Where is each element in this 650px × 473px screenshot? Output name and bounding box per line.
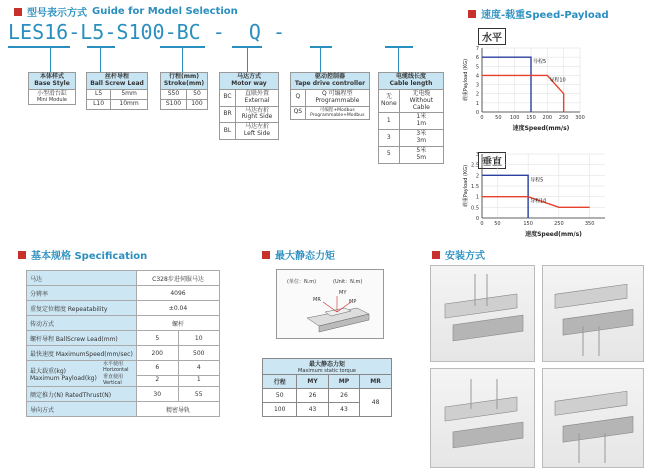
connector-line xyxy=(100,48,101,72)
series-label: 导程10 xyxy=(530,198,547,205)
spec-value: ±0.04 xyxy=(137,301,220,316)
spec-value: 30 xyxy=(137,387,179,402)
y-tick-label: 2 xyxy=(475,173,479,180)
y-tick-label: 0.5 xyxy=(471,205,479,212)
install-diagram-icon xyxy=(543,266,645,363)
base-value: 小型滑台缸 Mini Module xyxy=(29,89,76,105)
spec-value: 5 xyxy=(137,331,179,346)
y-axis-label: 载重Payload (KG) xyxy=(463,58,469,102)
connector-line xyxy=(247,48,248,72)
spec-value: 500 xyxy=(178,346,220,361)
payload-values: 6 2 xyxy=(137,361,179,387)
install-image-4 xyxy=(542,368,644,468)
spec-table xyxy=(26,270,220,417)
section-marker-icon xyxy=(262,251,270,259)
spec-label: 传动方式 xyxy=(27,316,137,331)
model-part-stroke: S100 xyxy=(116,20,165,44)
moment-title-text: 最大静态力矩 xyxy=(275,251,335,262)
moment-mr-value: 48 xyxy=(360,389,392,417)
spec-value: 55 xyxy=(178,387,220,402)
payload-label-cell xyxy=(27,361,137,387)
install-title-text: 安装方式 xyxy=(445,251,485,262)
spec-label: Maximum Payload(kg) xyxy=(30,374,97,382)
model-dash: - xyxy=(68,20,81,44)
install-diagram-icon xyxy=(431,369,536,469)
section-marker-icon xyxy=(432,251,440,259)
x-tick-label: 150 xyxy=(523,221,533,227)
spec-label: 分辨率 xyxy=(27,286,137,301)
install-image-3 xyxy=(430,368,535,468)
model-part-drive: Q xyxy=(248,20,261,44)
spec-value: C328步进伺服马达 xyxy=(137,271,220,286)
y-tick-label: 2.5 xyxy=(471,162,479,169)
drive-value: Q 可编程型 Programmable xyxy=(305,89,369,106)
cable-value: 1米 1m xyxy=(399,113,443,130)
lead-code: L5 xyxy=(87,89,111,99)
base-style-table xyxy=(28,72,76,105)
horizontal-label: 水平 xyxy=(478,28,506,45)
cable-value: 无电缆 Without Cable xyxy=(399,89,443,113)
section-marker-icon xyxy=(18,251,26,259)
model-code xyxy=(8,20,285,44)
spec-value: 4096 xyxy=(137,286,220,301)
cable-code: 1 xyxy=(379,113,400,130)
y-tick-label: 3 xyxy=(475,82,479,89)
spec-sublabel: 垂直使用 Vertical xyxy=(103,374,124,386)
underline xyxy=(385,46,413,48)
drive-table xyxy=(290,72,370,120)
guide-title xyxy=(14,4,238,19)
x-tick-label: 350 xyxy=(584,221,595,227)
motor-code: BL xyxy=(220,123,236,140)
motor-code: BR xyxy=(220,106,236,123)
spec-label: 额定推力(N) RatedThrust(N) xyxy=(27,387,137,402)
section-marker-icon xyxy=(468,10,476,18)
x-tick-label: 50 xyxy=(495,115,502,121)
x-tick-label: 200 xyxy=(542,115,553,121)
section-marker-icon xyxy=(14,8,22,16)
motor-code: BC xyxy=(220,89,236,106)
vertical-label: 垂直 xyxy=(478,152,506,169)
cable-code: 3 xyxy=(379,130,400,147)
series-label: 导程10 xyxy=(549,77,566,84)
spec-value: 螺杆 xyxy=(137,316,220,331)
y-tick-label: 2 xyxy=(475,91,479,98)
moment-table-header: 最大静态力矩 Maximum static torque xyxy=(263,359,392,375)
series-label: 导程5 xyxy=(530,177,544,184)
install-diagram-icon xyxy=(543,369,645,469)
model-dash: - xyxy=(212,20,225,44)
underline xyxy=(87,46,115,48)
stroke-code: S50 xyxy=(161,89,187,99)
payload-values: 4 1 xyxy=(178,361,220,387)
cable-code: 无 None xyxy=(379,89,400,113)
install-image-2 xyxy=(542,265,644,362)
spec-title xyxy=(18,247,147,262)
stroke-code: S100 xyxy=(161,99,187,109)
cable-code: 5 xyxy=(379,147,400,164)
x-tick-label: 250 xyxy=(554,221,564,227)
lead-table xyxy=(86,72,148,110)
drive-code: QS xyxy=(291,106,306,119)
stroke-table xyxy=(160,72,208,110)
spec-label: 重复定位精度 Repeatability xyxy=(27,301,137,316)
lead-value: 10mm xyxy=(111,99,148,109)
install-image-1 xyxy=(430,265,535,362)
drive-header: 驱动控制器 Tape drive controller xyxy=(291,73,370,90)
model-part-motor: BC xyxy=(176,20,201,44)
y-tick-label: 1 xyxy=(475,194,479,201)
model-dash: - xyxy=(164,20,177,44)
y-axis-label: 载重Payload (KG) xyxy=(463,164,469,208)
moment-diagram: (单位：N.m) (Unit：N.m) MR MY MP xyxy=(276,269,384,339)
x-tick-label: 0 xyxy=(480,115,484,121)
underline xyxy=(310,46,332,48)
stroke-header: 行程(mm) Stroke(mm) xyxy=(161,73,208,90)
y-tick-label: 0 xyxy=(475,216,479,222)
moment-table: 最大静态力矩 Maximum static torque 行程 MY MP MR 50 26 26 48 100 43 43 xyxy=(262,358,392,417)
x-tick-label: 50 xyxy=(494,221,501,227)
x-tick-label: 250 xyxy=(558,115,569,121)
motor-table xyxy=(219,72,279,140)
model-part-base: LES16 xyxy=(8,20,69,44)
x-tick-label: 0 xyxy=(480,221,484,227)
lead-header: 丝杆导程 Ball Screw Lead xyxy=(87,73,148,90)
series-label: 导程5 xyxy=(533,59,547,66)
y-tick-label: 7 xyxy=(475,46,479,52)
model-part-lead: L5 xyxy=(80,20,105,44)
connector-line xyxy=(398,48,399,72)
connector-line xyxy=(50,48,51,72)
y-tick-label: 1.5 xyxy=(471,184,479,190)
y-tick-label: 1 xyxy=(475,100,479,107)
spec-label: 导向方式 xyxy=(27,402,137,417)
moment-title xyxy=(262,247,335,262)
spec-value: 精密导轨 xyxy=(137,402,220,417)
motor-header: 马达方式 Motor way xyxy=(220,73,279,90)
x-axis-label: 速度Speed(mm/s) xyxy=(512,125,570,132)
connector-line xyxy=(320,48,321,72)
spec-label: 最快速度 MaximumSpeed(mm/sec) xyxy=(27,346,137,361)
model-dash: - xyxy=(104,20,117,44)
cable-value: 5米 5m xyxy=(399,147,443,164)
y-tick-label: 4 xyxy=(475,73,479,80)
underline xyxy=(8,46,70,48)
lead-code: L10 xyxy=(87,99,111,109)
install-title xyxy=(432,247,485,262)
cable-value: 3米 3m xyxy=(399,130,443,147)
spec-value: 200 xyxy=(137,346,179,361)
spec-sublabel: 水平使用 Horizontal xyxy=(103,361,129,373)
x-tick-label: 150 xyxy=(526,115,536,121)
speed-title-text: 速度-载重Speed-Payload xyxy=(481,10,609,21)
guide-title-cn: 型号表示方式 xyxy=(27,8,87,19)
speed-title xyxy=(468,6,609,21)
x-axis-label: 速度Speed(mm/s) xyxy=(525,231,582,238)
spec-value: 10 xyxy=(178,331,220,346)
motor-value: 马达左折 Left Side xyxy=(236,123,279,140)
drive-value: 可编程+Modbus Programmable+Modbus xyxy=(305,106,369,119)
drive-code: Q xyxy=(291,89,306,106)
spec-label: 马达 xyxy=(27,271,137,286)
spec-label: 最大载重(kg) xyxy=(30,367,66,375)
spec-label: 螺杆导程 BallScrew Lead(mm) xyxy=(27,331,137,346)
y-tick-label: 5 xyxy=(475,64,479,71)
install-diagram-icon xyxy=(431,266,536,363)
x-tick-label: 300 xyxy=(575,115,585,121)
spec-title-text: 基本规格 Specification xyxy=(31,251,148,262)
stroke-value: 50 xyxy=(186,89,207,99)
y-tick-label: 6 xyxy=(475,55,479,62)
model-dash: - xyxy=(273,20,286,44)
x-tick-label: 100 xyxy=(509,115,520,121)
lead-value: 5mm xyxy=(111,89,148,99)
motor-value: 直联外置 External xyxy=(236,89,279,106)
base-header: 本体样式 Base Style xyxy=(29,73,76,90)
cable-table xyxy=(378,72,444,164)
stroke-value: 100 xyxy=(186,99,207,109)
y-tick-label: 3 xyxy=(475,152,479,158)
motor-value: 马达右折 Right Side xyxy=(236,106,279,123)
cable-header: 电缆线长度 Cable length xyxy=(379,73,444,90)
guide-title-en: Guide for Model Selection xyxy=(92,6,238,17)
slide-module-icon xyxy=(277,270,385,340)
y-tick-label: 0 xyxy=(475,110,479,116)
horizontal-chart xyxy=(460,44,610,134)
connector-line xyxy=(182,48,183,72)
vertical-chart xyxy=(460,150,635,240)
